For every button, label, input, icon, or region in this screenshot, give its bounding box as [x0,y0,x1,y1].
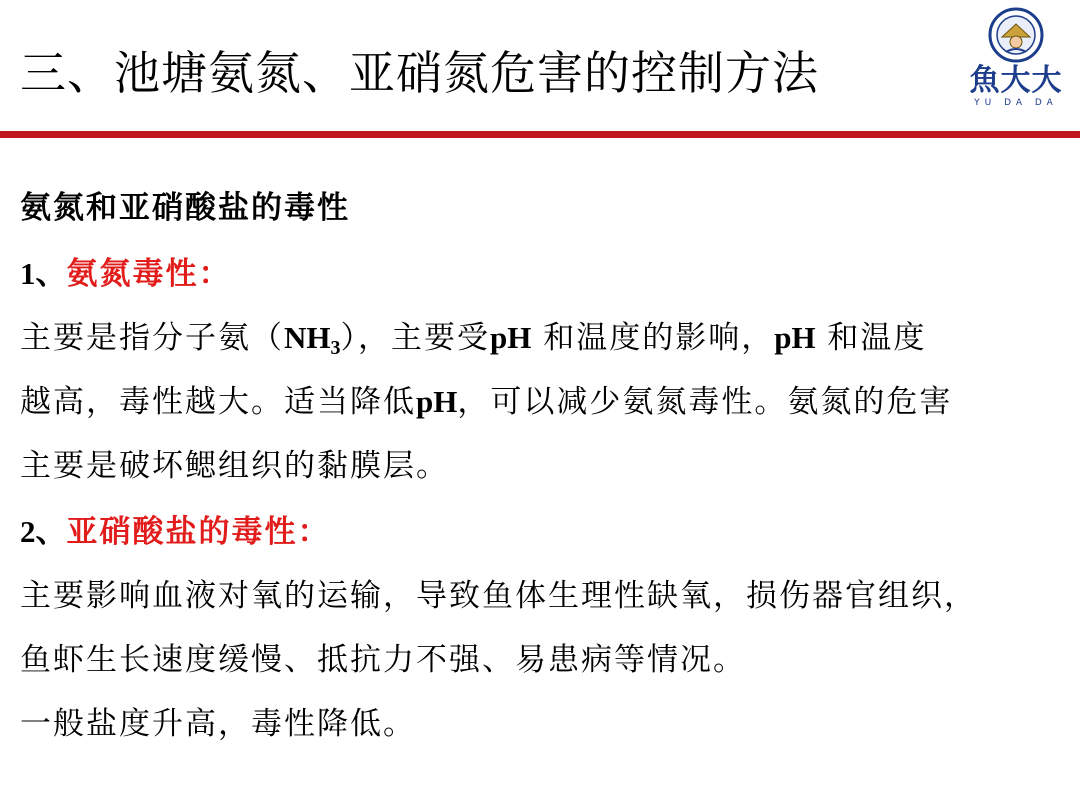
item-2-line-3: 一般盐度升高，毒性降低。 [20,706,416,742]
item-1-paragraph [20,306,1065,498]
title-divider [0,131,1080,138]
item-1-number: 1、 [20,256,67,291]
logo-name: 魚大大 [969,63,1063,98]
item-2-line-2: 鱼虾生长速度缓慢、抵抗力不强、易患病等情况。 [20,642,746,678]
logo-emblem-icon [962,6,1070,66]
item-1-line-1: 主要是指分子氨$(NH_3)$，主要受pH 和温度的影响，pH 和温度 [20,320,927,359]
item-2-title: 亚硝酸盐的毒性： [66,514,331,550]
section-heading: 氨氮和亚硝酸盐的毒性 [20,190,350,226]
item-2-heading [20,500,1065,564]
item-2-number: 2、 [20,514,67,549]
logo [962,6,1070,114]
slide-body [20,176,1065,756]
slide-title: 三、池塘氨氮、亚硝氮危害的控制方法 [20,46,819,100]
item-2-line-1: 主要影响血液对氧的运输，导致鱼体生理性缺氧，损伤器官组织， [20,578,977,614]
item-1-line-3: 主要是破坏鳃组织的黏膜层。 [20,448,449,484]
item-1-title: 氨氮毒性： [66,256,232,292]
item-2-paragraph [20,564,1065,756]
logo-subtitle: YU DA DA [974,98,1058,108]
item-1-heading [20,242,1065,306]
item-1-line-2: 越高，毒性越大。适当降低pH，可以减少氨氮毒性。氨氮的危害 [20,384,953,420]
